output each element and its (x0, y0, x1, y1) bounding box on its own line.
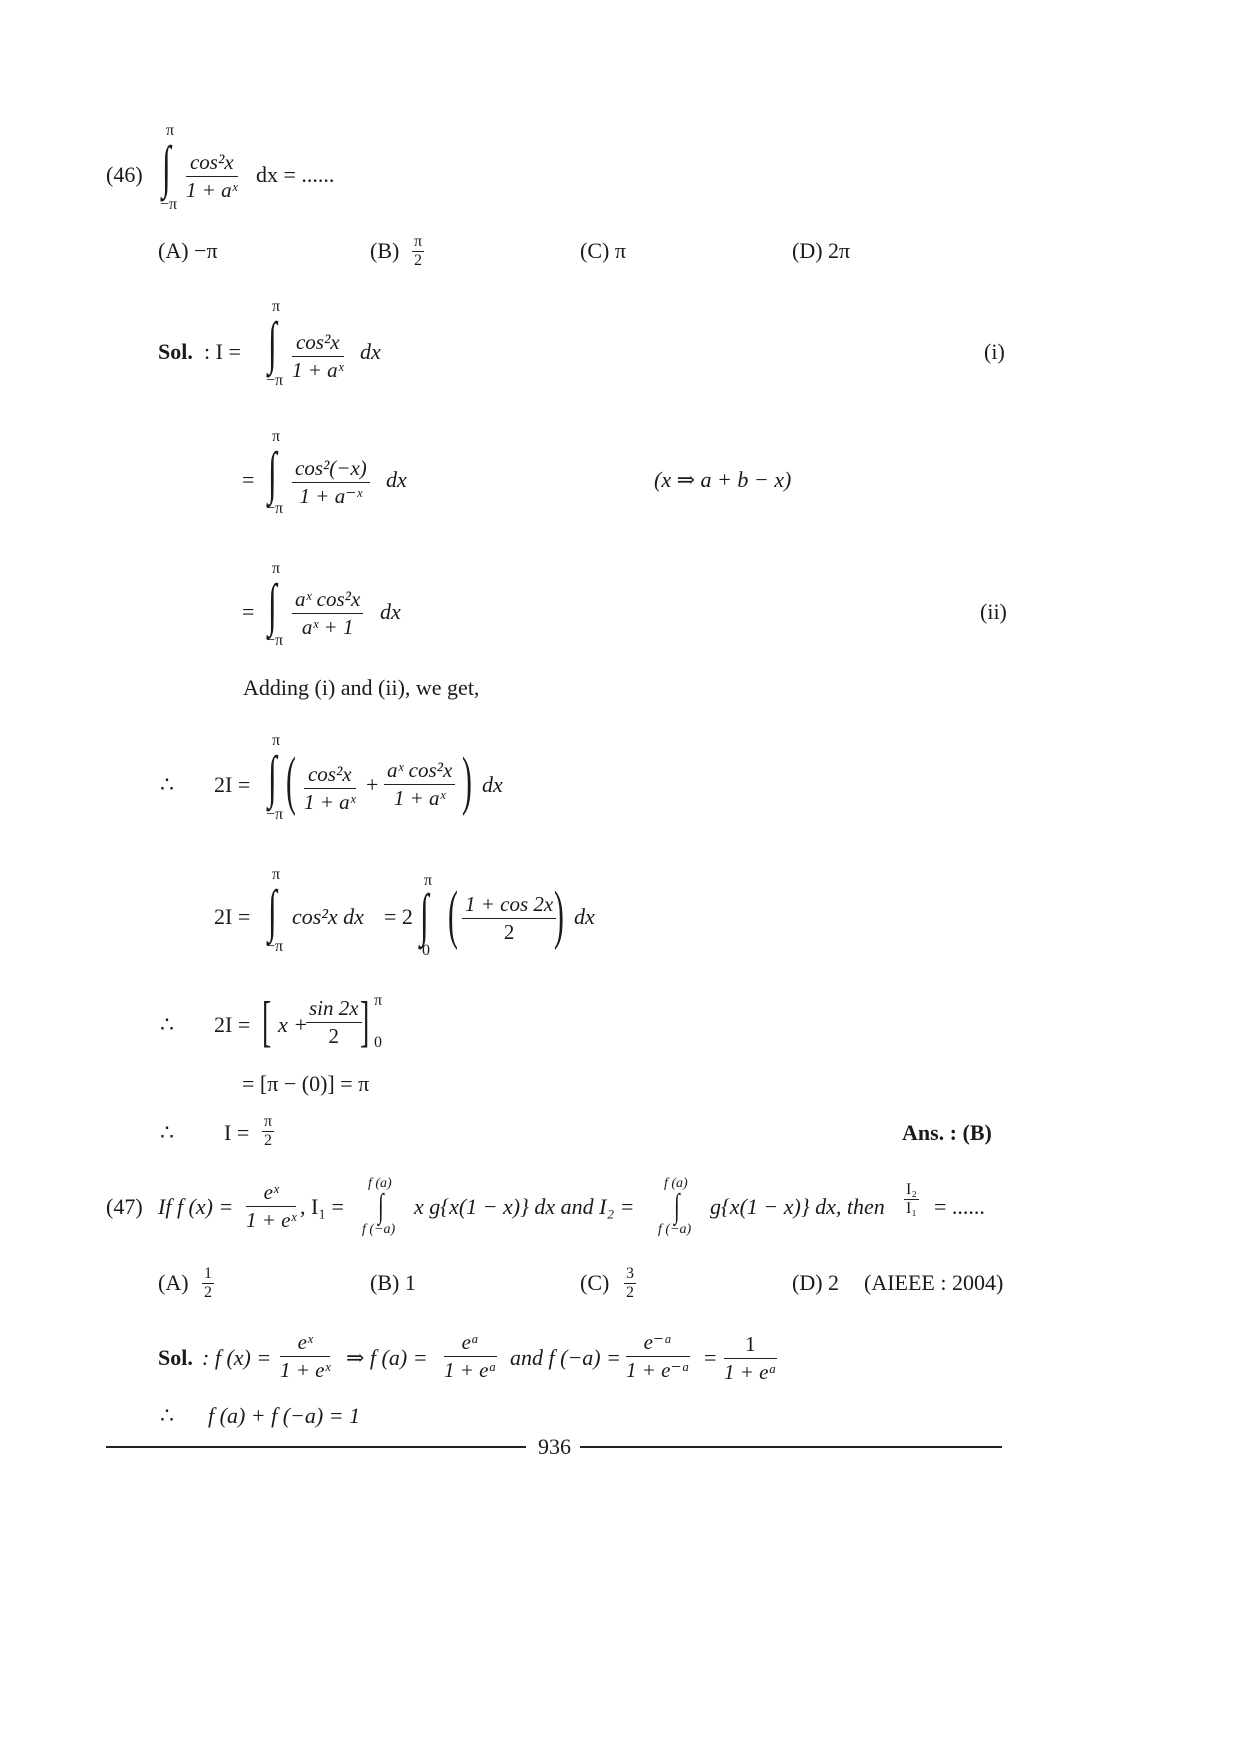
fraction-1 (304, 764, 356, 813)
numerator: aˣ cos²x (384, 760, 455, 785)
right-paren: ) (554, 878, 564, 951)
sol-lhs: : I = (204, 339, 241, 364)
integral-sign: ∫ (268, 572, 277, 637)
sol-label: Sol. (158, 339, 193, 364)
numerator: cos²(−x) (292, 458, 370, 483)
footer-rule-left (106, 1446, 526, 1448)
lower-limit: −π (266, 500, 284, 517)
lower-limit: −π (266, 806, 284, 823)
fraction (462, 894, 556, 943)
upper-limit: π (272, 428, 281, 445)
numerator: 1 + cos 2x (462, 894, 556, 919)
upper-bound: π (374, 992, 383, 1009)
option-a: (A) −π (158, 238, 218, 263)
denominator: 2 (264, 1132, 273, 1149)
option-d: (D) 2 (792, 1270, 840, 1295)
dx: dx (380, 599, 401, 624)
denominator: 1 + eˣ (280, 1358, 331, 1382)
upper-limit: π (272, 866, 281, 883)
option-b: (B) 1 (370, 1270, 416, 1295)
integral-sign: ∫ (378, 1188, 384, 1225)
numerator: 1 (204, 1265, 212, 1282)
numerator: 1 (724, 1334, 777, 1359)
integral-sign: ∫ (268, 878, 277, 943)
equation-tag-ii: (ii) (980, 599, 1007, 624)
option-b-fraction (412, 234, 424, 269)
if-fx: If f (x) = (158, 1194, 234, 1219)
integrand-fraction (186, 152, 238, 201)
fx-def: : f (x) = (202, 1345, 272, 1370)
fraction-2 (444, 1332, 497, 1381)
option-a-label: (A) (158, 1270, 189, 1295)
dx: dx (360, 339, 381, 364)
fraction-3 (626, 1332, 690, 1381)
x-plus: x + (278, 1012, 309, 1037)
lower-limit: −π (266, 372, 284, 389)
left-bracket: [ (262, 991, 272, 1053)
denominator: 1 + aˣ (292, 358, 344, 382)
result-fraction (262, 1114, 274, 1149)
therefore-symbol: ∴ (160, 772, 174, 797)
equals-two: = 2 (384, 904, 413, 929)
right-bracket: ] (360, 991, 370, 1053)
fraction (306, 998, 362, 1047)
numerator: cos²x (292, 332, 344, 357)
lower-limit: f (−a) (362, 1222, 396, 1237)
lhs-2I: 2I = (214, 904, 251, 929)
numerator: e⁻ᵃ (626, 1332, 690, 1357)
therefore-symbol: ∴ (160, 1012, 174, 1037)
upper-limit: f (a) (664, 1176, 688, 1191)
numerator: cos²x (304, 764, 356, 789)
fraction-1 (280, 1332, 330, 1381)
denominator: I₁ (906, 1200, 917, 1217)
option-a-fraction (202, 1266, 214, 1301)
dx: dx (482, 772, 503, 797)
denominator: aˣ + 1 (301, 615, 354, 639)
numerator: I₂ (906, 1181, 917, 1198)
numerator: 3 (626, 1265, 634, 1282)
lower-limit: −π (266, 632, 284, 649)
fraction-4 (724, 1334, 777, 1383)
integral-sign: ∫ (268, 744, 277, 809)
tail: = ...... (934, 1194, 985, 1219)
denominator: 1 + eᵃ (444, 1358, 497, 1382)
lhs-2I: 2I = (214, 772, 251, 797)
denominator: 1 + a⁻ˣ (299, 484, 363, 508)
denominator: 2 (626, 1284, 634, 1301)
denominator: 2 (328, 1024, 340, 1048)
lower-limit: −π (266, 938, 284, 955)
ratio-fraction (904, 1182, 919, 1217)
therefore-symbol: ∴ (160, 1403, 174, 1428)
question-number-47: (47) (106, 1194, 143, 1219)
equals: = (242, 467, 255, 492)
page-number: 936 (538, 1434, 571, 1459)
integral-sign: ∫ (162, 134, 171, 199)
dx: dx (386, 467, 407, 492)
footer-rule-right (580, 1446, 1002, 1448)
equation-tag-i: (i) (984, 339, 1005, 364)
denominator: 2 (503, 920, 515, 944)
option-c-label: (C) (580, 1270, 610, 1295)
integral-tail: dx = ...... (256, 162, 335, 187)
answer: Ans. : (B) (902, 1120, 992, 1145)
option-c: (C) π (580, 238, 626, 263)
integral-sign: ∫ (420, 882, 429, 947)
numerator: eˣ (280, 1332, 330, 1357)
integrand-fraction (292, 332, 344, 381)
upper-limit: f (a) (368, 1176, 392, 1191)
i2-body: g{x(1 − x)} dx, then (710, 1194, 885, 1219)
left-paren: ( (286, 744, 296, 817)
upper-limit: π (424, 872, 433, 889)
i1-label: , I₁ = (300, 1194, 344, 1219)
lower-limit: 0 (422, 942, 430, 959)
sol-label: Sol. (158, 1345, 193, 1370)
integrand-fraction (292, 589, 363, 638)
final-identity: f (a) + f (−a) = 1 (208, 1403, 361, 1428)
lhs-2I: 2I = (214, 1012, 251, 1037)
denominator: 1 + eˣ (246, 1208, 297, 1232)
integral-sign: ∫ (268, 440, 277, 505)
option-d: (D) 2π (792, 238, 851, 263)
denominator: 1 + aˣ (186, 178, 238, 202)
integral-sign: ∫ (674, 1188, 680, 1225)
denominator: 2 (204, 1284, 212, 1301)
upper-limit: π (272, 298, 281, 315)
denominator: 1 + aˣ (393, 786, 446, 810)
therefore-symbol: ∴ (160, 1120, 174, 1145)
numerator: eᵃ (444, 1332, 497, 1357)
option-c-fraction (624, 1266, 636, 1301)
exam-source: (AIEEE : 2004) (864, 1270, 1004, 1295)
adding-text: Adding (i) and (ii), we get, (243, 675, 480, 700)
lower-bound: 0 (374, 1034, 382, 1051)
implies-fa: ⇒ f (a) = (346, 1345, 428, 1370)
upper-limit: π (272, 560, 281, 577)
property-note: (x ⇒ a + b − x) (654, 467, 792, 492)
fx-fraction (246, 1182, 296, 1231)
left-paren: ( (448, 878, 458, 951)
denominator: 1 + e⁻ᵃ (626, 1358, 690, 1382)
numerator: cos²x (186, 152, 238, 177)
option-b-numerator: π (414, 233, 423, 250)
plus: + (366, 772, 379, 797)
dx: dx (574, 904, 595, 929)
fraction-2 (384, 760, 455, 809)
denominator: 1 + aˣ (304, 790, 356, 814)
numerator: π (264, 1113, 273, 1130)
option-b-label: (B) (370, 238, 400, 263)
option-b-denominator: 2 (414, 252, 423, 269)
upper-limit: π (272, 732, 281, 749)
lhs-I: I = (224, 1120, 250, 1145)
numerator: aˣ cos²x (292, 589, 363, 614)
integral-upper-limit: π (166, 122, 175, 139)
question-number-46: (46) (106, 162, 143, 187)
lower-limit: f (−a) (658, 1222, 692, 1237)
integral-lower-limit: −π (160, 196, 178, 213)
integrand: cos²x dx (292, 904, 364, 929)
numerator: sin 2x (306, 998, 362, 1023)
right-paren: ) (462, 744, 472, 817)
integral-sign: ∫ (268, 310, 277, 375)
and-f-neg-a: and f (−a) = (510, 1345, 621, 1370)
equals: = (242, 599, 255, 624)
denominator: 1 + eᵃ (724, 1360, 777, 1384)
equals: = (704, 1345, 717, 1370)
evaluation: = [π − (0)] = π (242, 1071, 370, 1096)
numerator: eˣ (246, 1182, 296, 1207)
integrand-fraction (292, 458, 370, 507)
i1-body: x g{x(1 − x)} dx and I₂ = (414, 1194, 635, 1219)
